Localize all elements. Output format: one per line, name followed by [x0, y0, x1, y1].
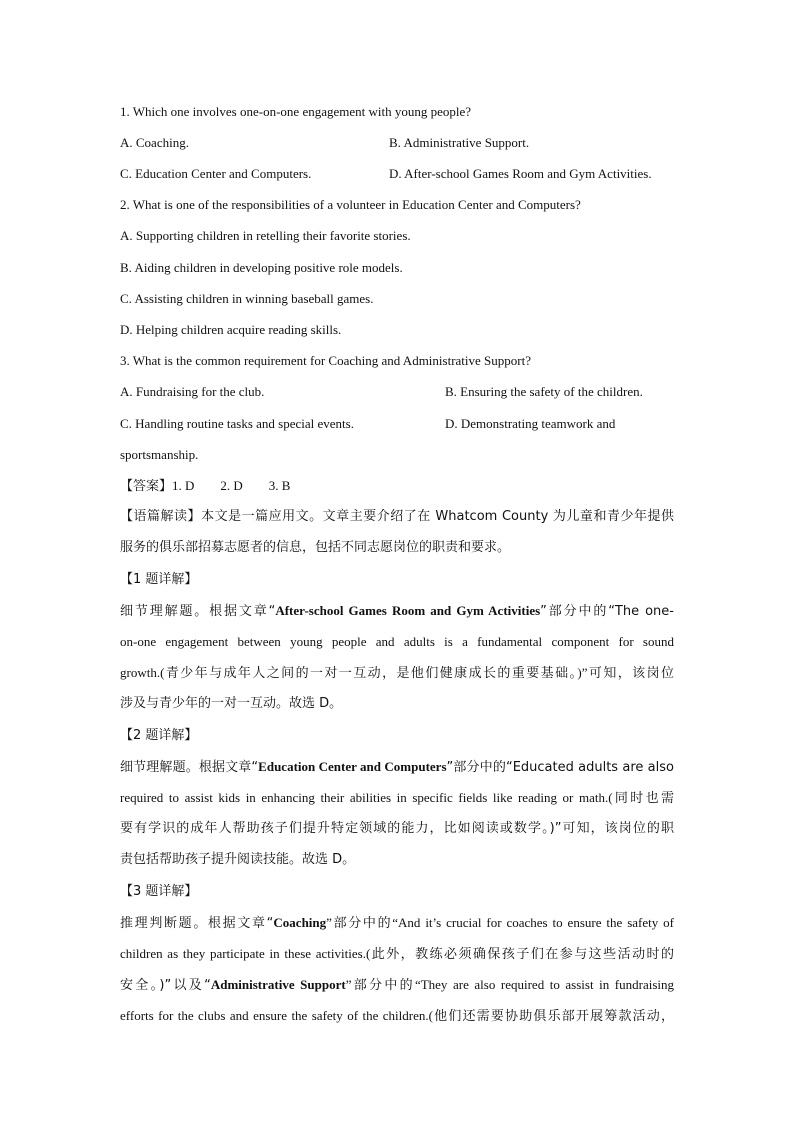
detail3-line1-pre: 推理判断题。根据文章“ — [120, 916, 274, 931]
detail3-section-name: Coaching — [273, 915, 327, 930]
q2-stem: 2. What is one of the responsibilities of a volunteer in Education Center and Computers? — [120, 197, 581, 212]
detail2-line1-post: ”部分中的“Educated adults are also — [446, 760, 674, 775]
q1-stem: 1. Which one involves one-on-one engagement with young people? — [120, 104, 472, 119]
detail2-heading: 【2 题详解】 — [120, 728, 198, 743]
passage-reading-line2: 服务的俱乐部招募志愿者的信息，包括不同志愿岗位的职责和要求。 — [120, 540, 511, 555]
passage-reading-text1: 本文是一篇应用文。文章主要介绍了在 Whatcom County 为儿童和青少年提供 — [201, 509, 674, 524]
detail3-line3-post: ”部分中的“They are also required to assist in fundraising — [345, 977, 674, 992]
detail1-line1 — [120, 603, 674, 620]
detail1-line4: 涉及与青少年的一对一互动。故选 D。 — [120, 696, 343, 711]
q1-option-a: A. Coaching. — [120, 135, 189, 150]
detail2-line2: required to assist kids in enhancing their abilities in specific fields like reading or math.(同时也需 — [120, 790, 674, 805]
q3-option-d-continued: sportsmanship. — [120, 447, 199, 462]
q3-option-a: A. Fundraising for the club. — [120, 384, 265, 399]
answer-items: 1. D 2. D 3. B — [172, 478, 291, 493]
q1-option-c: C. Education Center and Computers. — [120, 166, 312, 181]
detail3-line3 — [120, 977, 674, 994]
answer-label: 【答案】 — [120, 479, 173, 494]
detail3-line1-post: ”部分中的“And it’s crucial for coaches to ensure the safety of — [326, 915, 674, 930]
detail1-section-name: After-school Games Room and Gym Activities — [275, 603, 541, 618]
q3-option-b: B. Ensuring the safety of the children. — [445, 384, 643, 399]
detail3-line1 — [120, 915, 674, 932]
detail1-line2: on-one engagement between young people and adults is a fundamental component for sound — [120, 634, 674, 649]
q3-option-d: D. Demonstrating teamwork and — [445, 416, 616, 431]
detail2-section-name: Education Center and Computers — [258, 759, 447, 774]
answer-line — [120, 478, 290, 495]
detail1-heading: 【1 题详解】 — [120, 572, 198, 587]
detail3-line2: children as they participate in these activities.(此外，教练必须确保孩子们在参与这些活动时的 — [120, 946, 674, 961]
detail3-heading: 【3 题详解】 — [120, 884, 198, 899]
detail2-line1-pre: 细节理解题。根据文章“ — [120, 760, 259, 775]
detail2-line1 — [120, 759, 674, 776]
q1-option-b: B. Administrative Support. — [389, 135, 530, 150]
detail3-line4: efforts for the clubs and ensure the safety of the children.(他们还需要协助俱乐部开展筹款活动， — [120, 1008, 674, 1023]
q2-option-c: C. Assisting children in winning baseball games. — [120, 291, 374, 306]
detail2-line3: 要有学识的成年人帮助孩子们提升特定领域的能力，比如阅读或数学。)”可知，该岗位的职 — [120, 821, 674, 836]
q2-option-a: A. Supporting children in retelling their favorite stories. — [120, 228, 411, 243]
q3-option-c: C. Handling routine tasks and special events. — [120, 416, 354, 431]
detail3-line3-pre: 安全。)”以及“ — [120, 978, 211, 993]
passage-reading-label: 【语篇解读】 — [120, 509, 202, 524]
detail1-line1-pre: 细节理解题。根据文章“ — [120, 604, 276, 619]
q2-option-b: B. Aiding children in developing positive role models. — [120, 260, 403, 275]
detail1-line3: growth.(青少年与成年人之间的一对一互动，是他们健康成长的重要基础。)”可知，该岗位 — [120, 665, 674, 680]
detail1-line1-post: ”部分中的“The one- — [540, 604, 674, 619]
detail2-line4: 责包括帮助孩子提升阅读技能。故选 D。 — [120, 852, 356, 867]
passage-reading-line1 — [120, 509, 674, 525]
q2-option-d: D. Helping children acquire reading skills. — [120, 322, 342, 337]
q1-option-d: D. After-school Games Room and Gym Activities. — [389, 166, 652, 181]
q3-stem: 3. What is the common requirement for Coaching and Administrative Support? — [120, 353, 531, 368]
detail3-section-name-2: Administrative Support — [210, 977, 346, 992]
